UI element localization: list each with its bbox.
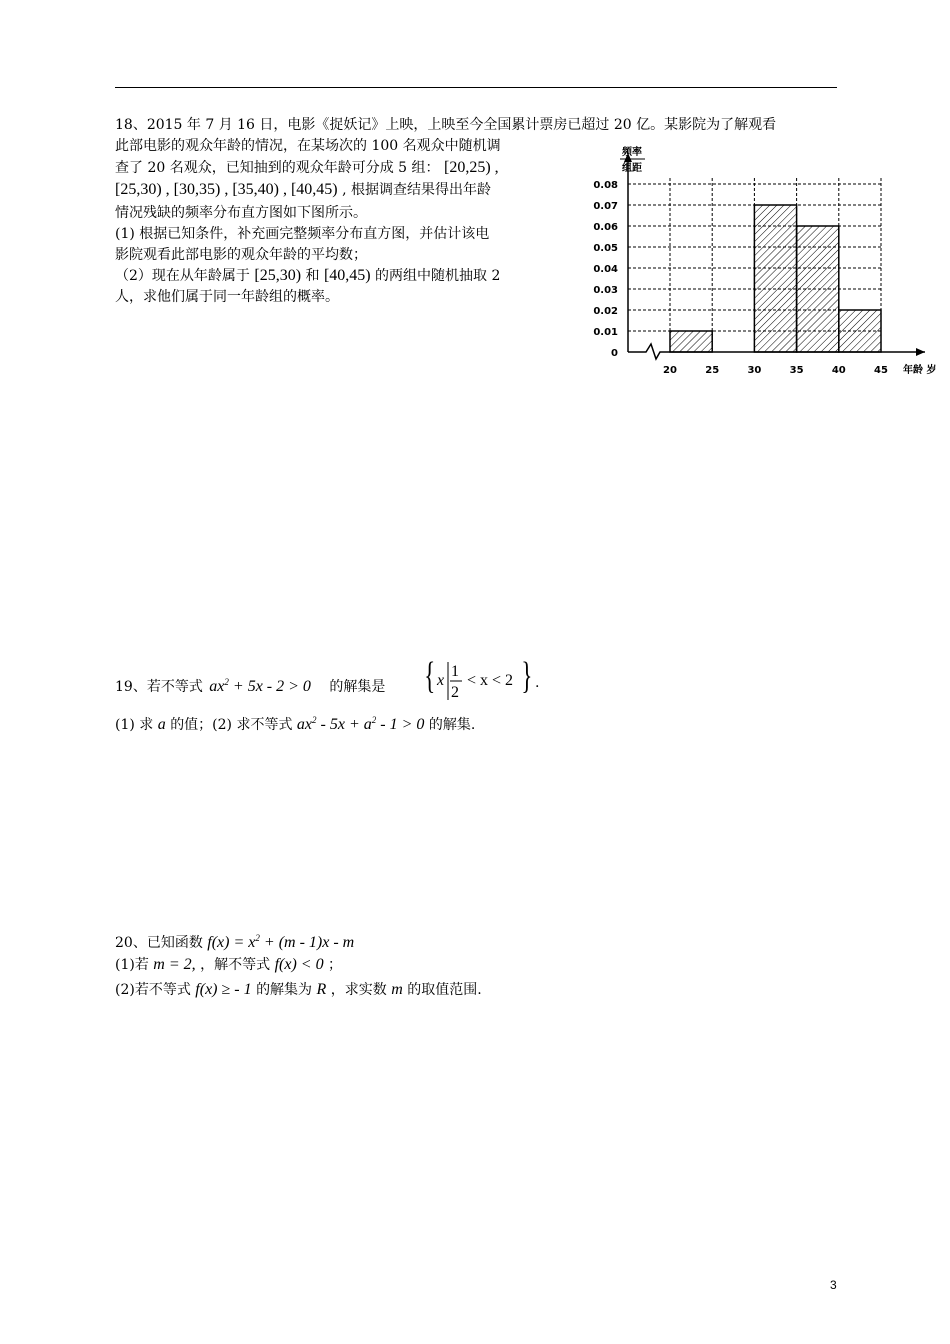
q18-part2-and: 和 xyxy=(305,268,320,284)
histogram-bar xyxy=(839,310,881,352)
q18-line5: 情况残缺的频率分布直方图如下图所示。 xyxy=(115,205,367,221)
set-condition: < x < 2 xyxy=(467,672,514,689)
x-tick-label: 35 xyxy=(789,365,804,376)
x-tick-label: 40 xyxy=(831,365,846,376)
histogram-bar xyxy=(754,205,796,352)
x-tick-label: 20 xyxy=(663,365,677,376)
frequency-histogram xyxy=(580,140,950,385)
q20-p2-mid2: ，求实数 xyxy=(330,982,387,998)
q18-line4-tail: , 根据调查结果得出年龄 xyxy=(342,182,491,198)
q18-line4 xyxy=(115,180,491,200)
q19-p2-post: 的解集. xyxy=(428,717,476,733)
q19-p1-pre: (1) 求 xyxy=(115,717,154,733)
q18-part1-a: (1) 根据已知条件，补充画完整频率分布直方图，并估计该电 xyxy=(115,226,490,242)
q20-p2-ineq: f(x) ≥ - 1 xyxy=(195,981,252,998)
q18-line1: 18、2015 年 7 月 16 日，电影《捉妖记》上映，上映至今全国累计票房已超过 20 亿。某影院为了解观看 xyxy=(115,117,777,133)
svg-text:{: { xyxy=(424,654,436,697)
q19-p1-post: 的值；(2) 求不等式 xyxy=(170,717,293,733)
q20-prefix: 20、已知函数 xyxy=(115,935,203,951)
y-axis-label-numerator: 频率 xyxy=(622,147,642,158)
y-tick-label: 0.06 xyxy=(593,222,618,233)
q18-line2: 此部电影的观众年龄的情况，在某场次的 100 名观众中随机调 xyxy=(115,138,501,154)
q18-intervals: [25,30) , [30,35) , [35,40) , [40,45) xyxy=(115,181,338,198)
set-numerator: 1 xyxy=(451,663,459,680)
q19-p1-var: a xyxy=(157,716,166,733)
q19-line2 xyxy=(115,710,475,735)
y-tick-label: 0.02 xyxy=(593,306,618,317)
svg-text:}: } xyxy=(521,654,533,697)
histogram-bars xyxy=(670,205,881,352)
q19-line1 xyxy=(115,672,385,712)
q20-line2 xyxy=(115,955,342,975)
q18-part2-interval-1: [25,30) xyxy=(254,267,302,284)
q20-p1-ineq: f(x) < 0 xyxy=(274,956,324,973)
x-axis-arrow xyxy=(916,348,925,356)
y-axis-label-denominator: 组距 xyxy=(622,163,642,174)
histogram-bar xyxy=(670,331,712,352)
q19-end: . xyxy=(535,675,540,691)
page-number: 3 xyxy=(830,1278,837,1292)
q19-prefix: 19、若不等式 xyxy=(115,679,203,695)
x-tick-label: 45 xyxy=(874,365,888,376)
y-tick-label: 0.04 xyxy=(593,264,618,275)
set-variable: x xyxy=(437,672,445,689)
q19-p2-inequality: $ax^2 - 5x + a^2 - 1 > 0$ xyxy=(296,715,425,733)
q18-part2-a xyxy=(115,266,500,286)
q18-part2-post: 的两组中随机抽取 2 xyxy=(375,268,501,284)
q19-solution-set xyxy=(423,654,543,704)
q20-p2-m: m xyxy=(391,981,403,998)
q18-part1-b: 影院观看此部电影的观众年龄的平均数； xyxy=(115,247,367,263)
q20-p1-mid: ，解不等式 xyxy=(200,957,271,973)
y-tick-label: 0.08 xyxy=(593,180,618,191)
x-tick-label: 30 xyxy=(747,365,762,376)
q18-line3 xyxy=(115,158,499,178)
x-tick-label: 25 xyxy=(705,365,720,376)
q18-part2-interval-2: [40,45) xyxy=(323,267,371,284)
x-axis-label: 年龄 岁 xyxy=(903,365,937,376)
q20-p1-cond: m = 2, xyxy=(153,956,196,973)
set-denominator: 2 xyxy=(451,684,459,701)
q18-part2-pre: （2）现在从年龄属于 xyxy=(115,268,250,284)
q18-interval-1: [20,25) , xyxy=(443,159,499,176)
q20-p2-end: 的取值范围. xyxy=(407,982,482,998)
header-rule xyxy=(115,87,837,88)
q19-mid: 的解集是 xyxy=(329,679,386,695)
q20-function: $f(x) = x^2 + (m - 1)x - m$ xyxy=(207,933,355,951)
y-tick-label: 0.05 xyxy=(593,243,618,254)
q18-part2-b: 人，求他们属于同一年龄组的概率。 xyxy=(115,289,339,305)
q20-p2-mid: 的解集为 xyxy=(256,982,313,998)
q20-p1-pre: (1)若 xyxy=(115,957,149,973)
y-tick-label: 0.01 xyxy=(593,327,618,338)
q18-line3-text: 查了 20 名观众，已知抽到的观众年龄可分成 5 组： xyxy=(115,160,440,176)
q19-inequality: $ax^2 + 5x - 2 > 0$ xyxy=(209,677,311,695)
y-tick-label: 0 xyxy=(611,348,618,359)
y-tick-label: 0.07 xyxy=(593,201,618,212)
y-tick-label: 0.03 xyxy=(593,285,618,296)
q20-p1-end: ； xyxy=(328,957,343,973)
histogram-bar xyxy=(797,226,839,352)
q20-p2-R: R xyxy=(316,981,327,998)
q20-line1 xyxy=(115,928,354,953)
q20-p2-pre: (2)若不等式 xyxy=(115,982,191,998)
q20-line3 xyxy=(115,980,482,1000)
